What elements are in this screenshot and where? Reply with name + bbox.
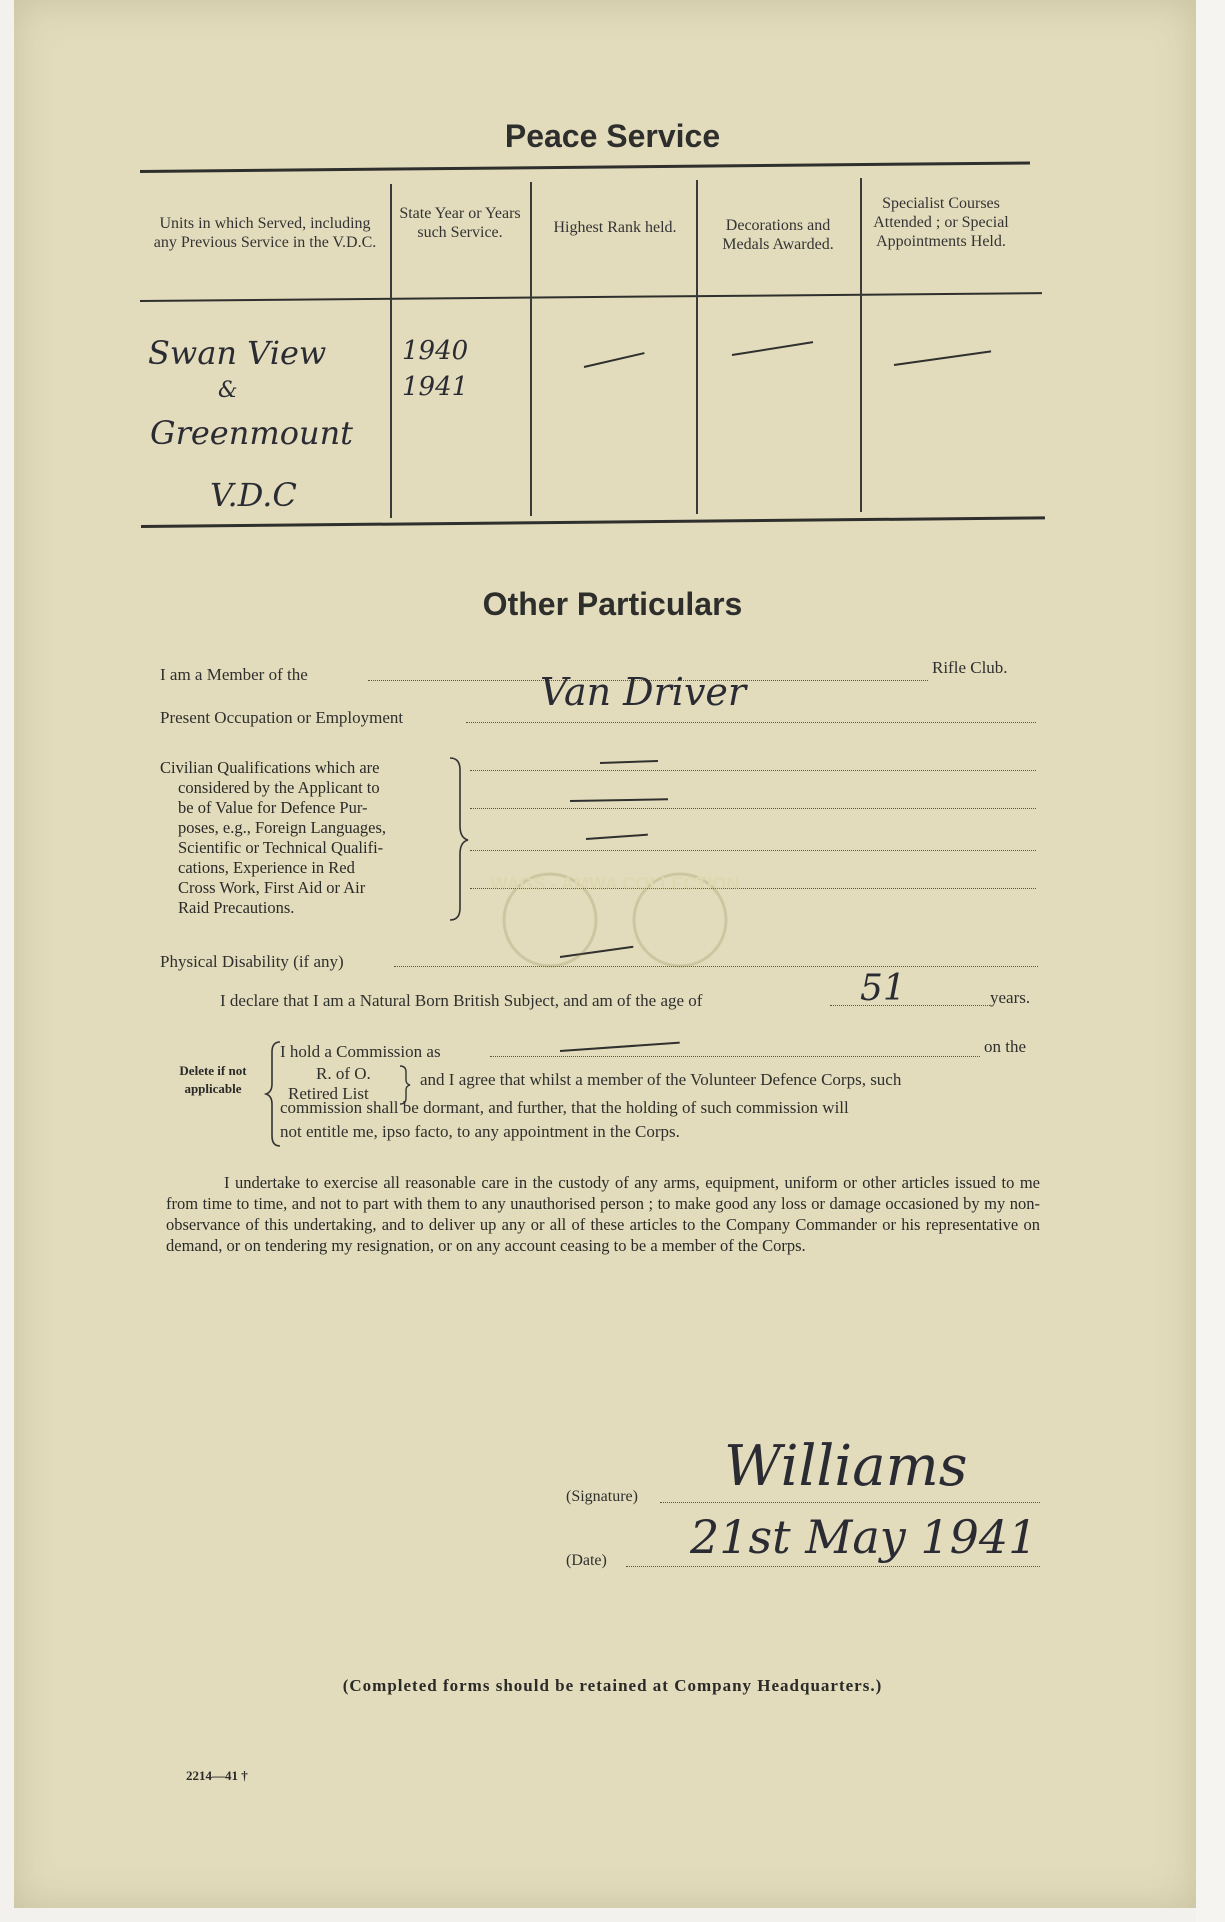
peace-service-title: Peace Service xyxy=(504,118,721,154)
age-field-line xyxy=(830,1005,990,1006)
column-divider xyxy=(390,184,392,518)
delete-note: Delete if not applicable xyxy=(179,1063,247,1096)
undertaking-text: I undertake to exercise all reasonable care in the custody of any arms, equipment, uniform or other articles issued to me from time to time, and not to part with them to any unauthorised person ; to make good any loss or damage occasioned by my non-observance of this undertaking, and to deliver up any or all of these articles to the Company Commander or his representative on demand, or on tendering my resignation, or on any account ceasing to be a member of the Corps. xyxy=(166,1173,1040,1255)
header-decorations: Decorations and Medals Awarded. xyxy=(722,217,834,253)
watermark-stamp xyxy=(490,870,740,970)
qualifications-line: cations, Experience in Red xyxy=(178,858,355,877)
occupation-field-line xyxy=(466,722,1036,723)
member-label: I am a Member of the xyxy=(160,665,308,684)
commission-ipso-facto-text: not entitle me, ipso facto, to any appointment in the Corps. xyxy=(280,1122,680,1141)
qualifications-field-line xyxy=(470,770,1036,771)
form-number: 2214—41 † xyxy=(186,1768,248,1783)
age-value: 51 xyxy=(860,968,906,1009)
qualifications-line: poses, e.g., Foreign Languages, xyxy=(178,818,387,837)
units-entry-line-2: & xyxy=(218,378,238,403)
watermark-text: WAGS - AMWA COLLECTION xyxy=(490,874,740,894)
header-units: Units in which Served, including any Previous Service in the V.D.C. xyxy=(153,215,377,251)
qualifications-line: Scientific or Technical Qualifi- xyxy=(178,838,384,857)
years-entry-1: 1940 xyxy=(402,336,469,366)
commission-dormant-text: commission shall be dormant, and further, that the holding of such commission will xyxy=(280,1098,849,1117)
qualifications-brace xyxy=(448,756,470,922)
qualifications-line: Raid Precautions. xyxy=(178,898,295,917)
commission-field-line xyxy=(490,1056,980,1057)
header-specialist: Specialist Courses Attended ; or Special Appointments Held. xyxy=(873,195,1009,250)
header-years: State Year or Years such Service. xyxy=(399,205,521,241)
qualifications-line: be of Value for Defence Pur- xyxy=(178,798,368,817)
occupation-label: Present Occupation or Employment xyxy=(160,708,404,727)
signature-value: Williams xyxy=(724,1434,968,1499)
date-field-line xyxy=(626,1566,1040,1567)
retired-list-option: Retired List xyxy=(288,1084,369,1103)
qualifications-label xyxy=(160,758,460,918)
signature-field-line xyxy=(660,1502,1040,1503)
commission-agreement-text: and I agree that whilst a member of the Volunteer Defence Corps, such xyxy=(420,1070,902,1089)
years-label: years. xyxy=(990,988,1031,1007)
column-divider xyxy=(860,178,862,512)
qualifications-line: Cross Work, First Aid or Air xyxy=(178,878,366,897)
qualifications-line: Civilian Qualifications which are xyxy=(160,758,380,777)
column-divider xyxy=(530,182,532,516)
on-the-label: on the xyxy=(984,1037,1027,1056)
rifle-club-label: Rifle Club. xyxy=(932,658,1008,677)
qualifications-line: considered by the Applicant to xyxy=(178,778,380,797)
qualifications-field-line xyxy=(470,808,1036,809)
date-value: 21st May 1941 xyxy=(690,1510,1038,1564)
units-entry-line-1: Swan View xyxy=(148,334,327,372)
signature-label: (Signature) xyxy=(566,1488,638,1505)
undertaking-paragraph xyxy=(166,1172,1040,1256)
commission-label: I hold a Commission as xyxy=(280,1042,441,1061)
header-rank: Highest Rank held. xyxy=(553,219,677,236)
occupation-value: Van Driver xyxy=(540,670,747,714)
column-divider xyxy=(696,180,698,514)
declaration-text: I declare that I am a Natural Born British Subject, and am of the age of xyxy=(220,991,703,1010)
disability-label: Physical Disability (if any) xyxy=(160,952,344,971)
reserve-of-officers-option: R. of O. xyxy=(316,1064,371,1083)
footer-note: (Completed forms should be retained at Company Headquarters.) xyxy=(342,1676,883,1695)
units-entry-line-4: V.D.C xyxy=(210,476,297,514)
years-entry-2: 1941 xyxy=(402,372,469,402)
date-label: (Date) xyxy=(566,1552,607,1569)
page-edge xyxy=(1196,0,1225,1922)
qualifications-field-line xyxy=(470,850,1036,851)
units-entry-line-3: Greenmount xyxy=(150,414,354,452)
other-particulars-title: Other Particulars xyxy=(482,586,743,622)
